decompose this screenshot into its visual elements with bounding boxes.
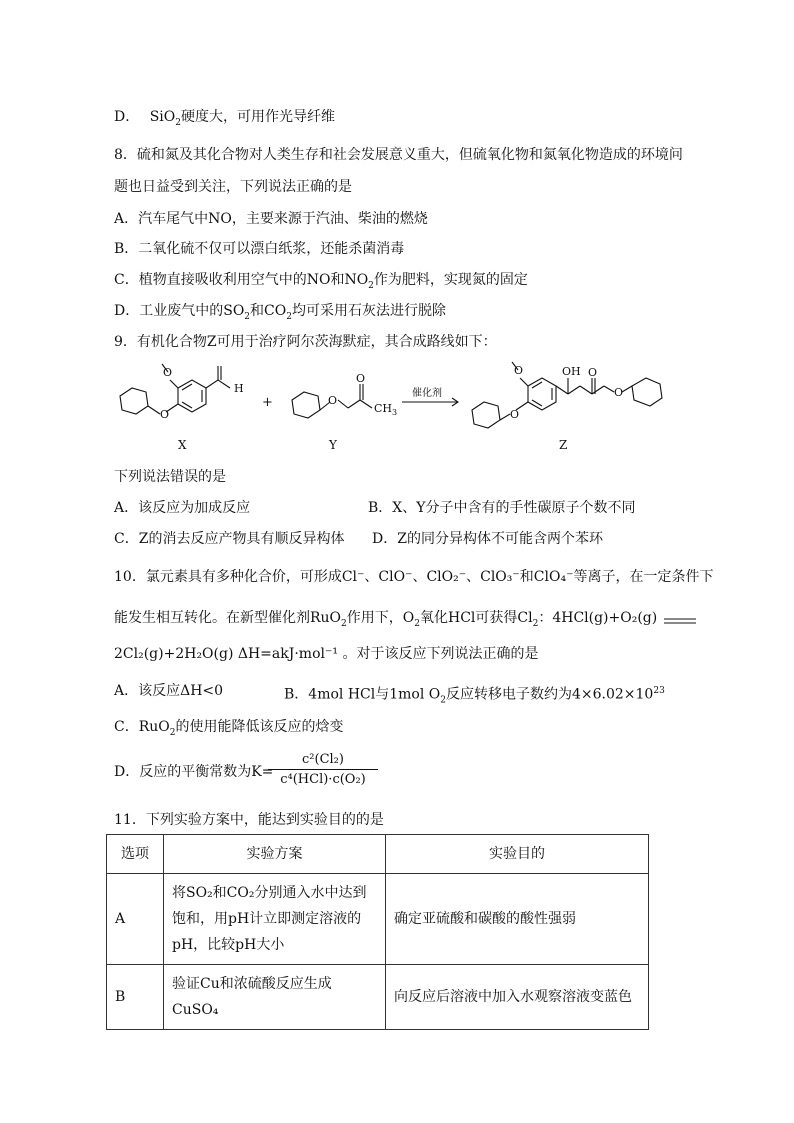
experiment-table: [106, 834, 649, 1030]
z-methoxy-o: O: [514, 364, 524, 377]
q9-option-a: A．该反应为加成反应: [114, 500, 251, 516]
y-carbonyl-o: O: [356, 372, 366, 385]
row-a-plan: 将SO₂和CO₂分别通入水中达到饱和，用pH计立即测定溶液的pH，比较pH大小: [164, 874, 386, 965]
q9-option-c: C．Z的消去反应产物具有顺反异构体: [114, 531, 345, 547]
header-option: 选项: [107, 835, 164, 874]
z-ether-o: O: [510, 408, 520, 421]
q10-stem-line3: 2Cl₂(g)+2H₂O(g) ΔH=akJ·mol⁻¹ 。对于该反应下列说法正确的是: [114, 646, 539, 662]
z-thp-ring-2: [632, 378, 662, 406]
reaction-scheme-svg: [110, 358, 690, 458]
k-numerator: c²(Cl₂): [268, 752, 378, 770]
equilibrium-arrow: [662, 613, 698, 623]
q10-option-a: A．该反应ΔH<0: [114, 683, 224, 699]
q10-option-d: D．反应的平衡常数为K=: [114, 764, 274, 780]
plus-sign: +: [262, 395, 273, 410]
q11-stem: 11．下列实验方案中，能达到实验目的的是: [114, 812, 384, 828]
table-row: [107, 965, 649, 1030]
header-plan: 实验方案: [164, 835, 386, 874]
equilibrium-constant-fraction: [268, 752, 378, 787]
label-x: X: [178, 438, 187, 452]
q9-ask: 下列说法错误的是: [114, 469, 226, 485]
q7-option-d: D． SiO$_2$硬度大，可用作光导纤维: [114, 109, 335, 128]
label-y: Y: [329, 438, 337, 452]
q10-stem-line1: 10．氯元素具有多种化合价，可形成Cl⁻、ClO⁻、ClO₂⁻、ClO₃⁻和ClO₄⁻等离子，在一定条件下: [114, 569, 714, 585]
x-aldehyde-h: H: [234, 382, 244, 395]
table-row: [107, 874, 649, 965]
x-thp-ring: [120, 388, 148, 414]
y-ether-o: O: [328, 394, 338, 407]
row-b-option: B: [107, 965, 164, 1030]
row-b-plan: 验证Cu和浓硫酸反应生成CuSO₄: [164, 965, 386, 1030]
z-oh-label: OH: [562, 365, 581, 378]
label-z: Z: [559, 438, 568, 452]
row-b-goal: 向反应后溶液中加入水观察溶液变蓝色: [386, 965, 649, 1030]
q10-option-c: C．RuO$_2$的使用能降低该反应的焓变: [114, 719, 344, 738]
table-header-row: [107, 835, 649, 874]
q9-option-b: B．X、Y分子中含有的手性碳原子个数不同: [368, 500, 636, 516]
q8-option-a: A．汽车尾气中NO，主要来源于汽油、柴油的燃烧: [114, 211, 428, 227]
k-denominator: c⁴(HCl)·c(O₂): [280, 772, 366, 787]
z-thp-ring: [472, 402, 500, 428]
q10-stem-line2: 能发生相互转化。在新型催化剂RuO$_2$作用下，$O_2$氧化HCl可获得$Cl_2$：4HCl(g)+O₂(g): [114, 609, 698, 633]
x-methoxy-o: O: [163, 366, 173, 379]
q8-option-c: C．植物直接吸收利用空气中的NO和$NO_2$作为肥料，实现氮的固定: [114, 272, 528, 291]
q8-option-b: B．二氧化硫不仅可以漂白纸浆，还能杀菌消毒: [114, 241, 405, 257]
q8-stem-line2: 题也日益受到关注，下列说法正确的是: [114, 179, 352, 195]
reaction-scheme: [110, 358, 690, 458]
q9-stem: 9．有机化合物Z可用于治疗阿尔茨海默症，其合成路线如下：: [114, 334, 497, 350]
y-ch3-label: $CH_3$: [374, 402, 398, 417]
row-a-goal: 确定亚硫酸和碳酸的酸性强弱: [386, 874, 649, 965]
z-ether-o-2: O: [614, 386, 624, 399]
row-a-option: A: [107, 874, 164, 965]
header-goal: 实验目的: [386, 835, 649, 874]
q8-stem-line1: 8．硫和氮及其化合物对人类生存和社会发展意义重大，但硫氧化物和氮氧化物造成的环境问: [114, 147, 683, 163]
y-thp-ring: [292, 392, 320, 418]
z-carbonyl-o: O: [588, 366, 598, 379]
x-ether-o: O: [160, 408, 170, 421]
q8-option-d: D．工业废气中的$SO_2$和$CO_2$均可采用石灰法进行脱除: [114, 303, 446, 322]
q10-option-b: B．4mol HCl与1mol $O_2$反应转移电子数约为$4\times 6.02\times 10^{23}$: [284, 686, 665, 706]
q9-option-d: D．Z的同分异构体不可能含两个苯环: [372, 531, 603, 547]
catalyst-label: 催化剂: [412, 388, 442, 399]
